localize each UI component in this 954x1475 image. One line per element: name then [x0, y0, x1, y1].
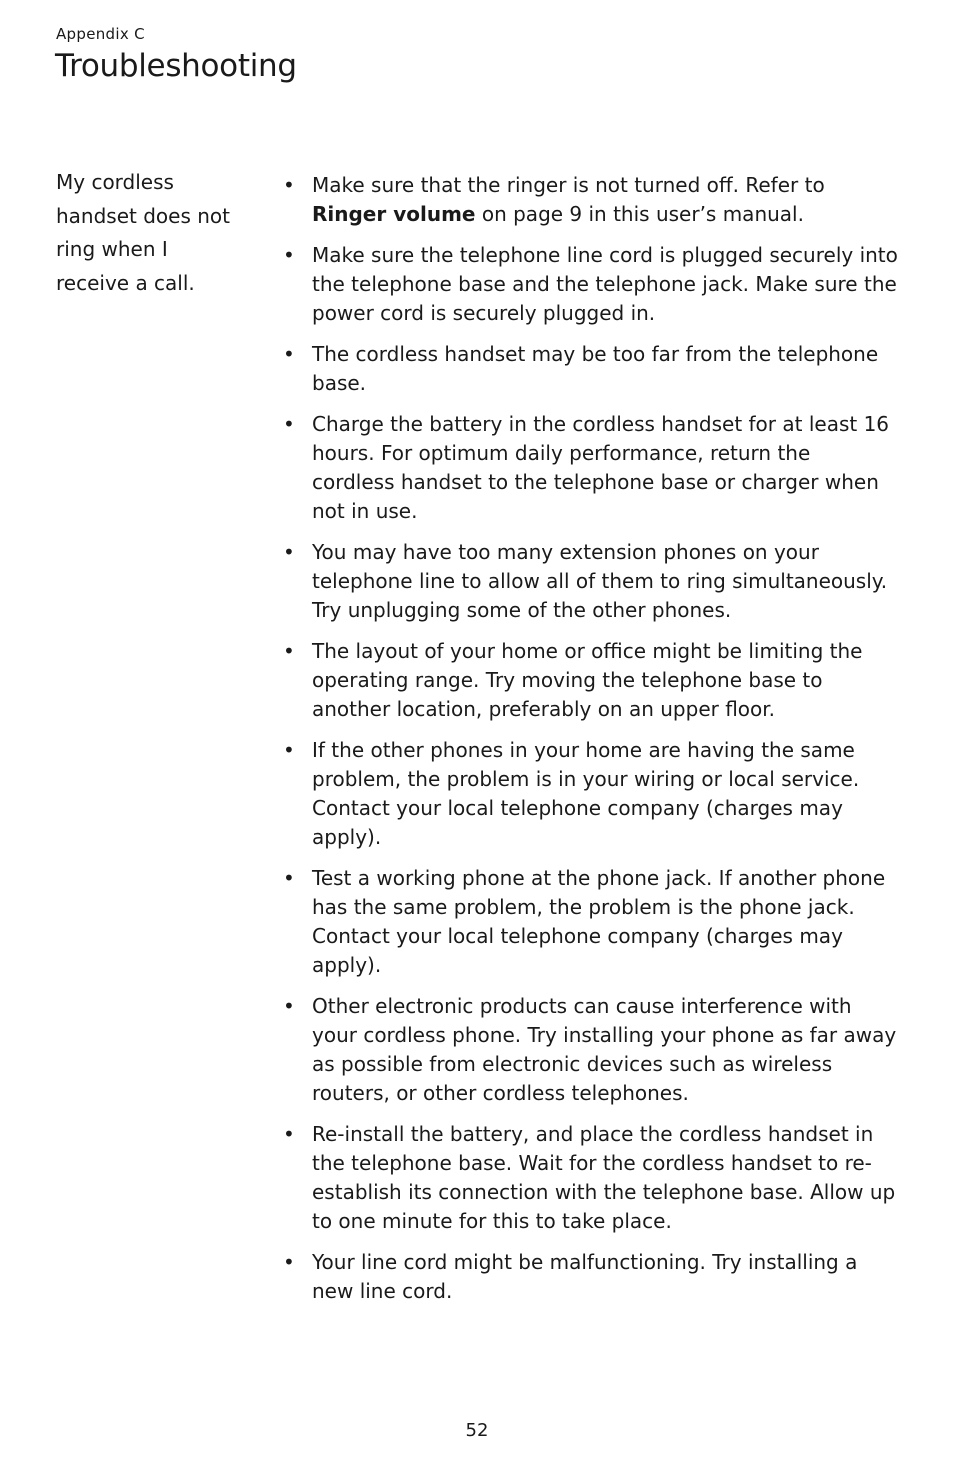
- solution-item: [283, 538, 898, 625]
- solution-item: [283, 736, 898, 852]
- solution-item: [283, 340, 898, 398]
- solution-text: Charge the battery in the cordless handset for at least 16 hours. For optimum daily performance, return the cordless handset to the telephone base or charger when not in use.: [312, 412, 890, 523]
- bullet: •: [283, 1250, 295, 1274]
- solution-item: [283, 864, 898, 980]
- bullet: •: [283, 243, 295, 267]
- bullet: •: [283, 412, 295, 436]
- solution-item: [283, 410, 898, 526]
- bullet: •: [283, 1122, 295, 1146]
- solution-text: If the other phones in your home are having the same problem, the problem is in your wiring or local service. Contact your local telephone company (charges may apply).: [312, 738, 860, 849]
- solution-text: The layout of your home or office might be limiting the operating range. Try moving the telephone base to another location, preferably on an upper floor.: [312, 639, 863, 721]
- bullet: •: [283, 866, 295, 890]
- solution-item: [283, 637, 898, 724]
- problem-statement: My cordless handset does not ring when I receive a call.: [56, 170, 230, 296]
- solution-item: [283, 1248, 898, 1306]
- page-title: Troubleshooting: [55, 48, 297, 84]
- bullet: •: [283, 540, 295, 564]
- page-header: [56, 24, 297, 86]
- solution-text: Other electronic products can cause interference with your cordless phone. Try installing your phone as far away as possible from electronic devices such as wireless routers, or other cordless telephones.: [312, 994, 897, 1105]
- bullet: •: [283, 639, 295, 663]
- solution-list: [283, 171, 898, 1318]
- solution-text: Make sure that the ringer is not turned off. Refer to: [312, 173, 825, 197]
- solution-item: [283, 1120, 898, 1236]
- solution-text: Make sure the telephone line cord is plugged securely into the telephone base and the telephone jack. Make sure the power cord is securely plugged in.: [312, 243, 898, 325]
- solution-text: You may have too many extension phones on your telephone line to allow all of them to ring simultaneously. Try unplugging some of the other phones.: [312, 540, 888, 622]
- solution-text-after: on page 9 in this user’s manual.: [475, 202, 804, 226]
- solution-bold-reference: Ringer volume: [312, 202, 476, 226]
- bullet: •: [283, 342, 295, 366]
- appendix-label: Appendix C: [56, 25, 145, 43]
- bullet: •: [283, 738, 295, 762]
- bullet: •: [283, 173, 295, 197]
- solution-text: The cordless handset may be too far from the telephone base.: [312, 342, 879, 395]
- bullet: •: [283, 994, 295, 1018]
- solution-text: Re-install the battery, and place the cordless handset in the telephone base. Wait for the cordless handset to re-establish its connection with the telephone base. Allow up to one minute for this to take place.: [312, 1122, 896, 1233]
- solution-item: [283, 171, 898, 229]
- solution-item: [283, 992, 898, 1108]
- page-number: 52: [465, 1420, 489, 1441]
- solution-item: [283, 241, 898, 328]
- solution-text: Test a working phone at the phone jack. If another phone has the same problem, the problem is the phone jack. Contact your local telephone company (charges may apply).: [312, 866, 886, 977]
- solution-text: Your line cord might be malfunctioning. Try installing a new line cord.: [312, 1250, 858, 1303]
